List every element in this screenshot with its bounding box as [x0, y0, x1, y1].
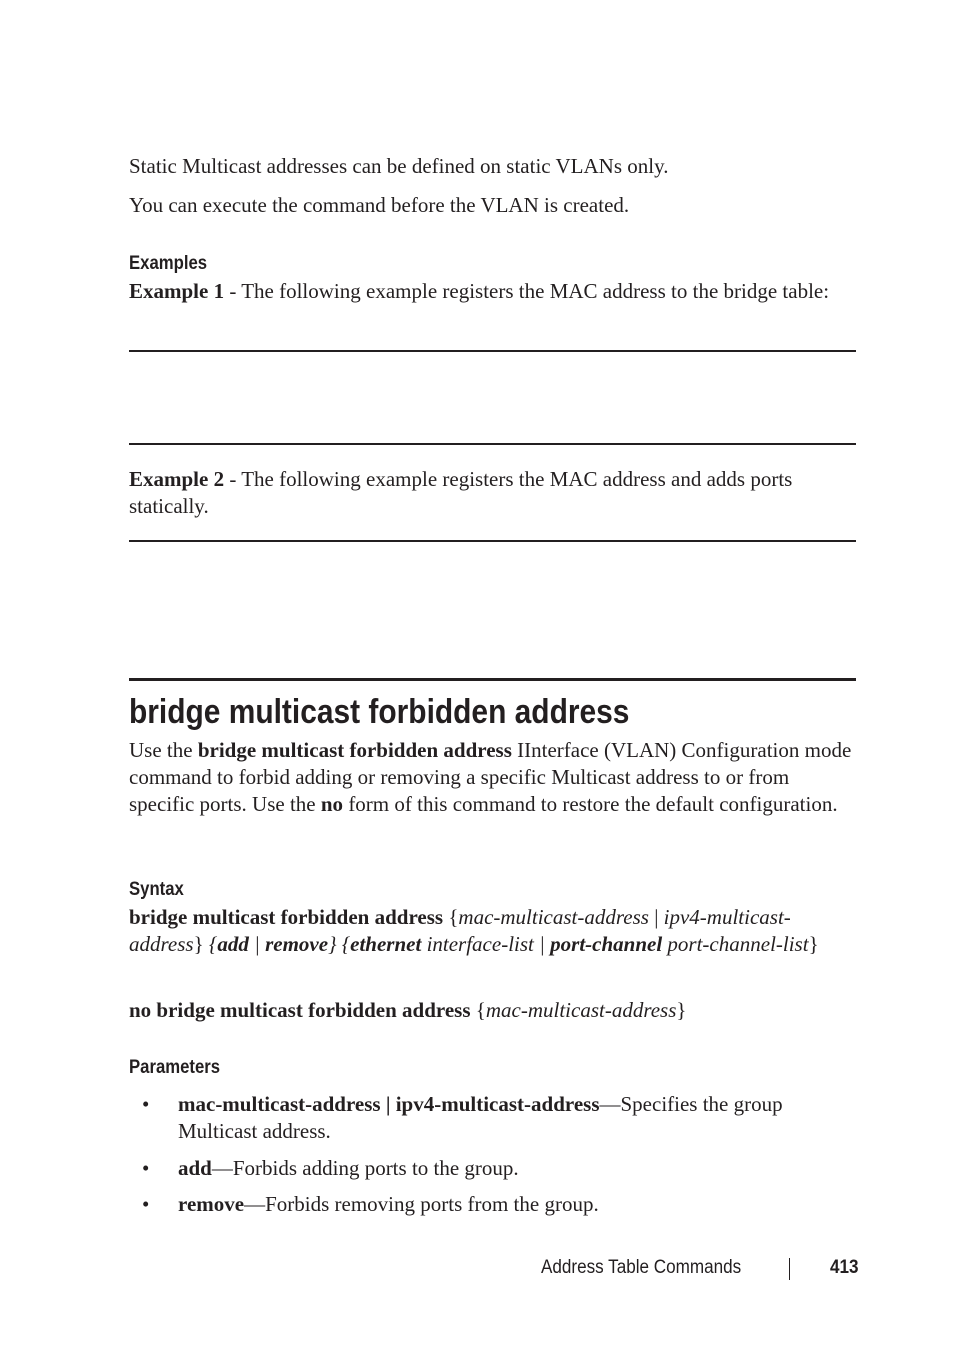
syntax-brace: } [808, 932, 819, 956]
syntax-brace: } [193, 932, 204, 956]
example-1-text [129, 278, 859, 305]
syntax-brace: { [203, 932, 218, 956]
example-2-label: Example 2 [129, 467, 225, 491]
syntax-command [129, 904, 859, 958]
desc-part-2: IInterface (VLAN) Configuration mode command to forbid adding or removing a specific Multicast address to or from specific ports. Use the [129, 738, 852, 816]
desc-part-3: form of this command to restore the default configuration. [343, 792, 838, 816]
guideline-static-vlan: Static Multicast addresses can be defined on static VLANs only. [129, 154, 669, 178]
parameter-term: add [178, 1156, 212, 1180]
parameter-item [178, 1155, 858, 1182]
syntax-no-command [129, 997, 859, 1024]
syntax-ethernet: ethernet [350, 932, 422, 956]
example-2-text [129, 466, 859, 520]
footer-page-number: 413 [830, 1257, 859, 1278]
syntax-brace: { [336, 932, 351, 956]
syntax-arg-mac: mac-multicast-address [458, 905, 649, 929]
footer-chapter-title: Address Table Commands [541, 1257, 742, 1278]
bullet-icon: • [142, 1192, 150, 1216]
parameter-item [178, 1191, 858, 1218]
code-block-1-bottom-rule [129, 443, 856, 445]
parameters-heading: Parameters [129, 1057, 221, 1078]
syntax-pipe: | [533, 932, 551, 956]
desc-command: bridge multicast forbidden address [197, 738, 512, 762]
syntax-no-arg: mac-multicast-address [485, 998, 677, 1022]
example-1-description: - The following example registers the MAC address to the bridge table: [224, 279, 830, 303]
syntax-pipe: | [248, 932, 266, 956]
parameter-desc: —Forbids adding ports to the group. [211, 1156, 519, 1180]
examples-heading: Examples [129, 253, 208, 274]
syntax-heading: Syntax [129, 879, 184, 900]
footer-separator [789, 1258, 790, 1280]
example-2-description: - The following example registers the MAC address and adds ports statically. [129, 467, 793, 518]
desc-part-1: Use the [129, 738, 198, 762]
code-block-2-top-rule [129, 540, 856, 542]
section-title: bridge multicast forbidden address [129, 693, 630, 731]
code-block-1-top-rule [129, 350, 856, 352]
parameter-term: mac-multicast-address | ipv4-multicast-address [178, 1092, 600, 1116]
syntax-brace: { [443, 905, 459, 929]
guideline-before-vlan: You can execute the command before the VLAN is created. [129, 193, 630, 217]
parameter-item [178, 1091, 858, 1145]
section-rule [129, 678, 856, 681]
syntax-port-channel-list: port-channel-list [662, 932, 809, 956]
syntax-arg-ipv4: ipv4-multicast-address [129, 905, 791, 956]
parameter-desc: —Specifies the group Multicast address. [178, 1092, 783, 1143]
syntax-pipe: | [648, 905, 664, 929]
bullet-icon: • [142, 1156, 150, 1180]
parameter-term: remove [178, 1192, 245, 1216]
syntax-remove: remove [265, 932, 329, 956]
bullet-icon: • [142, 1092, 150, 1116]
section-description [129, 737, 859, 818]
syntax-add: add [217, 932, 249, 956]
syntax-no-cmd: no bridge multicast forbidden address [129, 998, 471, 1022]
syntax-brace: { [470, 998, 486, 1022]
example-1-label: Example 1 [129, 279, 225, 303]
desc-no-keyword: no [320, 792, 344, 816]
parameter-desc: —Forbids removing ports from the group. [244, 1192, 599, 1216]
syntax-port-channel: port-channel [550, 932, 663, 956]
syntax-cmd: bridge multicast forbidden address [129, 905, 444, 929]
syntax-brace: } [676, 998, 687, 1022]
syntax-interface-list: interface-list [421, 932, 534, 956]
syntax-brace: } [328, 932, 337, 956]
